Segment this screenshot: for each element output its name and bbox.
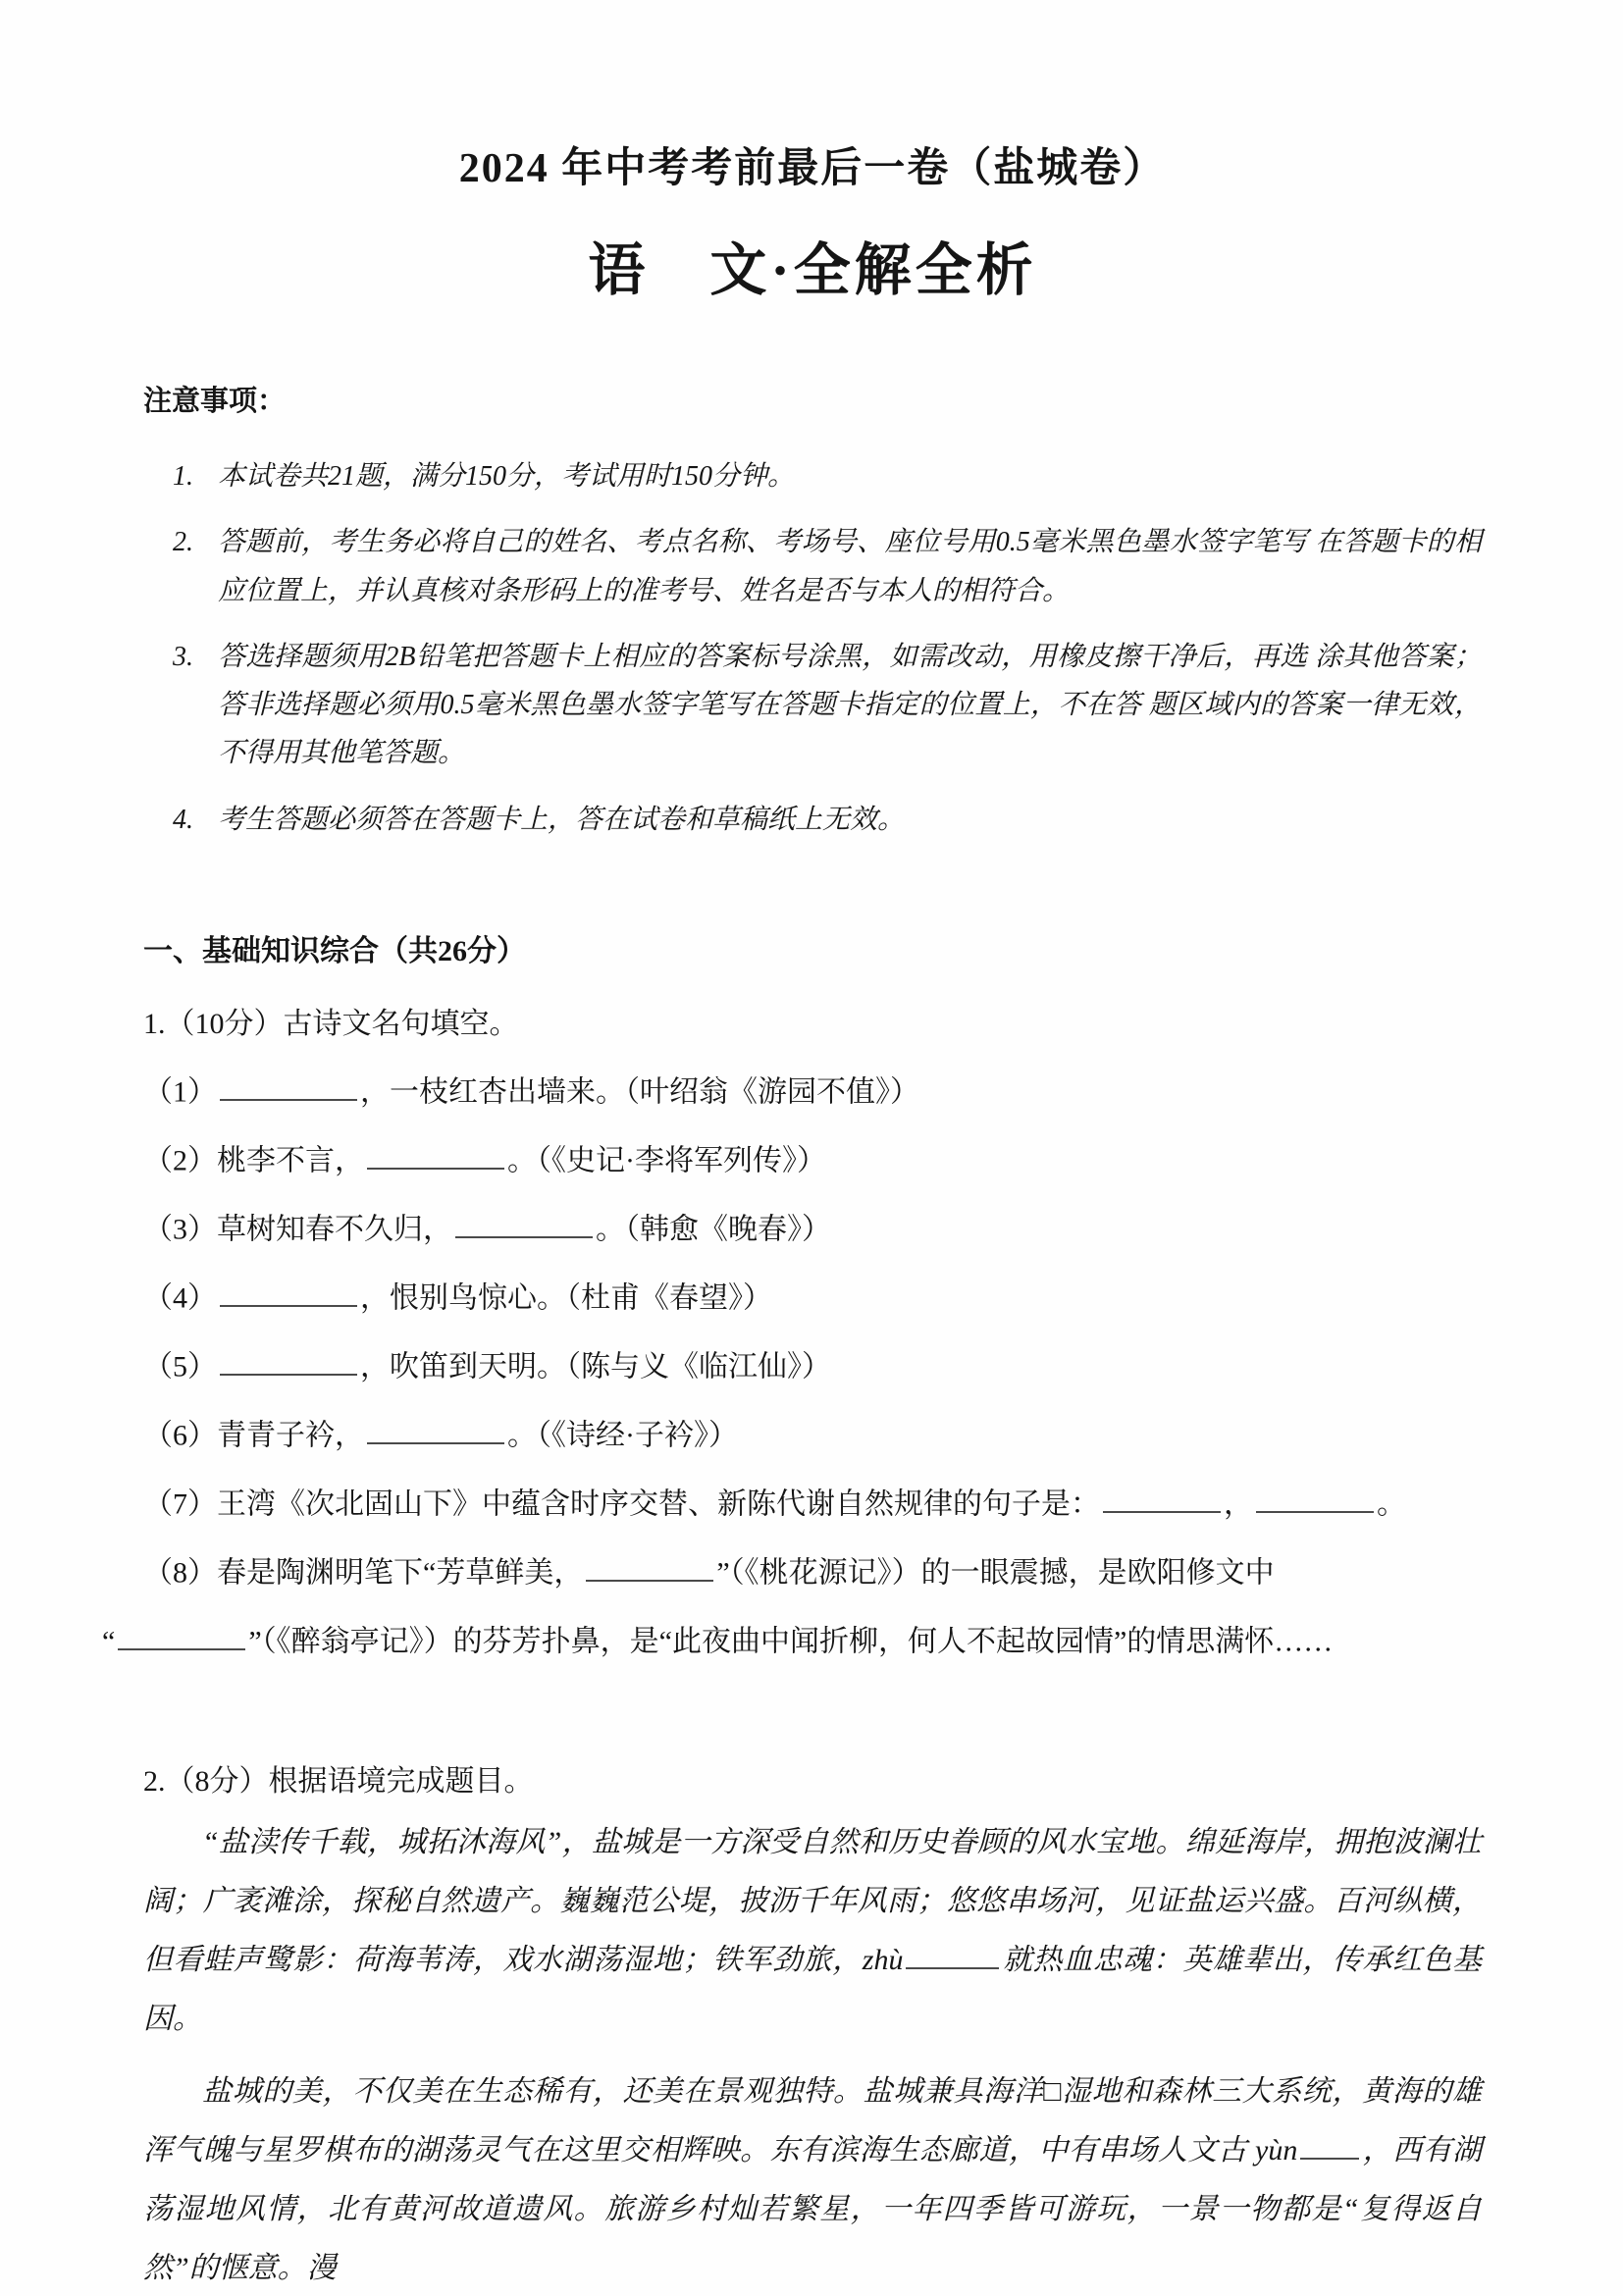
fill-item-post: 。（《诗经·子衿》） xyxy=(507,1419,738,1452)
notice-item-number: 3. xyxy=(173,641,193,672)
blank-underline xyxy=(586,1552,713,1583)
blank-underline xyxy=(220,1278,357,1308)
fill-item-post: ，吹笛到天明。（陈与义《临江仙》） xyxy=(360,1350,831,1383)
fill-item-2 xyxy=(143,1140,1482,1179)
blank-underline xyxy=(1103,1484,1221,1514)
notice-item-text: 本试卷共21题，满分150分，考试用时150分钟。 xyxy=(218,461,796,492)
notice-item-number: 4. xyxy=(173,804,193,835)
notice-item-text: 考生答题必须答在答题卡上，答在试卷和草稿纸上无效。 xyxy=(218,804,906,835)
fill-item-post: ，一枝红杏出墙来。（叶绍翁《游园不值》） xyxy=(360,1075,919,1109)
fill-item-post: ”（《醉翁亭记》）的芬芳扑鼻，是“此夜曲中闻折柳，何人不起故园情”的情思满怀…… xyxy=(248,1625,1334,1658)
fill-item-8-line2 xyxy=(102,1621,1482,1660)
question-1-stem: 1.（10分）古诗文名句填空。 xyxy=(143,1007,519,1040)
fill-item-post: 。（《史记·李将军列传》） xyxy=(507,1144,826,1177)
notice-item-number: 2. xyxy=(173,527,193,558)
notice-item-1 xyxy=(173,452,1482,500)
fill-item-pre: （6）青青子衿， xyxy=(143,1419,364,1452)
notice-list xyxy=(173,452,1482,844)
paragraph-text: 就热血忠魂：英雄辈出，传承红色基因。 xyxy=(143,1943,1482,2035)
fill-item-1 xyxy=(143,1071,1482,1111)
fill-item-4 xyxy=(143,1278,1482,1317)
fill-item-pre: （4） xyxy=(143,1281,217,1315)
paragraph-text: 盐城的美，不仅美在生态稀有，还美在景观独特。盐城兼具海洋□湿地和森林三大系统，黄海的雄浑气魄与星罗棋布的湖荡灵气在这里交相辉映。东有滨海生态廊道，中有串场人文古 yùn xyxy=(143,2074,1482,2166)
fill-item-post: 。（韩愈《晚春》） xyxy=(596,1213,831,1246)
fill-item-post: 。 xyxy=(1377,1487,1406,1521)
fill-item-3 xyxy=(143,1209,1482,1248)
fill-item-mid: ， xyxy=(1224,1487,1253,1521)
notice-item-text: 答选择题须用2B铅笔把答题卡上相应的答案标号涂黑，如需改动，用橡皮擦干净后，再选 涂其他答案；答非选择题必须用0.5毫米黑色墨水签字笔写在答题卡指定的位置上，不在答 题区域内的答案一律无效，不得用其他笔答题。 xyxy=(218,641,1482,769)
notice-item-2 xyxy=(173,518,1482,615)
fill-item-pre: （2）桃李不言， xyxy=(143,1144,364,1177)
fill-item-pre: “ xyxy=(102,1625,116,1658)
paragraph-text: ，西有湖荡湿地风情，北有黄河故道遗风。旅游乡村灿若繁星，一年四季皆可游玩，一景一物都是“复得返自然”的惬意。漫 xyxy=(143,2133,1482,2284)
blank-underline xyxy=(906,1939,999,1969)
fill-item-8-line1 xyxy=(143,1552,1482,1592)
fill-item-post: ”（《桃花源记》）的一眼震撼，是欧阳修文中 xyxy=(716,1556,1275,1590)
fill-item-6 xyxy=(143,1415,1482,1454)
fill-item-pre: （8）春是陶渊明笔下“芳草鲜美， xyxy=(143,1556,584,1590)
page-subtitle: 语 文·全解全析 xyxy=(588,238,1037,302)
fill-item-pre: （7）王湾《次北固山下》中蕴含时序交替、新陈代谢自然规律的句子是： xyxy=(143,1487,1100,1521)
fill-item-pre: （5） xyxy=(143,1350,217,1383)
fill-item-7 xyxy=(143,1484,1482,1523)
blank-underline xyxy=(455,1209,593,1239)
section-heading-basics: 一、基础知识综合（共26分） xyxy=(143,934,526,967)
fill-item-pre: （3）草树知春不久归， xyxy=(143,1213,452,1246)
blank-underline xyxy=(118,1621,245,1651)
blank-underline xyxy=(367,1415,504,1445)
notice-item-4 xyxy=(173,796,1482,844)
page-title: 2024 年中考考前最后一卷（盐城卷） xyxy=(458,146,1167,191)
fill-item-5 xyxy=(143,1346,1482,1385)
fill-item-pre: （1） xyxy=(143,1075,217,1109)
notice-item-text: 答题前，考生务必将自己的姓名、考点名称、考场号、座位号用0.5毫米黑色墨水签字笔写 在答题卡的相应位置上，并认真核对条形码上的准考号、姓名是否与本人的相符合。 xyxy=(218,527,1482,606)
blank-underline xyxy=(1256,1484,1374,1514)
notice-item-3 xyxy=(173,633,1482,778)
fill-item-post: ，恨别鸟惊心。（杜甫《春望》） xyxy=(360,1281,772,1315)
blank-underline xyxy=(220,1071,357,1102)
blank-underline xyxy=(1300,2129,1359,2160)
blank-underline xyxy=(220,1346,357,1377)
paragraph-text: “盐渎传千载，城拓沐海风”，盐城是一方深受自然和历史眷顾的风水宝地。绵延海岸，拥抱波澜壮阔；广袤滩涂，探秘自然遗产。巍巍范公堤，披沥千年风雨；悠悠串场河，见证盐运兴盛。百河纵横，但看蛙声鹭影：荷海苇涛，戏水湖荡湿地；铁军劲旅，zhù xyxy=(143,1825,1482,1976)
blank-underline xyxy=(367,1140,504,1171)
notice-heading: 注意事项： xyxy=(143,386,287,417)
question-2-stem: 2.（8分）根据语境完成题目。 xyxy=(143,1764,534,1798)
notice-item-number: 1. xyxy=(173,461,193,492)
question-2-paragraph-1 xyxy=(143,1813,1482,2049)
question-2-paragraph-2 xyxy=(143,2062,1482,2296)
